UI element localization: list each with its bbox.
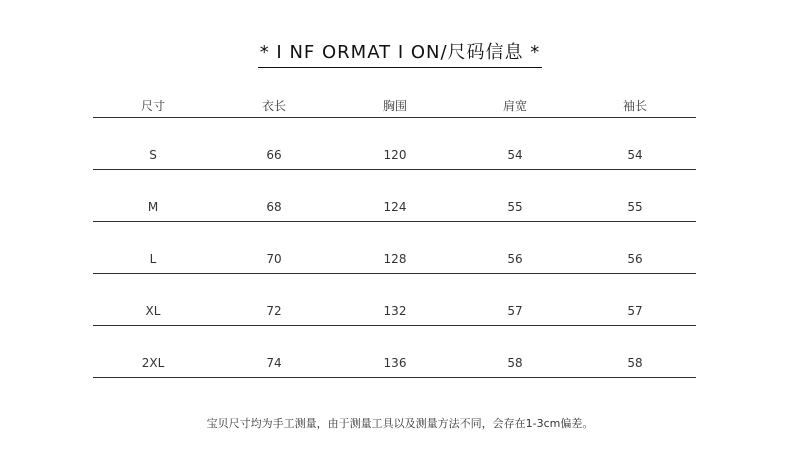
table-row bbox=[93, 118, 696, 170]
cell-chest: 132 bbox=[383, 304, 407, 318]
cell-sleeve: 55 bbox=[627, 200, 643, 214]
header-shoulder: 肩宽 bbox=[502, 99, 527, 113]
cell-length: 74 bbox=[266, 356, 282, 370]
header-chest: 胸围 bbox=[382, 99, 407, 113]
cell-chest: 124 bbox=[383, 200, 407, 214]
cell-size: XL bbox=[145, 304, 161, 318]
cell-chest: 136 bbox=[383, 356, 407, 370]
title-text: * I NF ORMAT I ON/尺码信息 * bbox=[258, 38, 543, 68]
cell-size: 2XL bbox=[141, 356, 165, 370]
header-sleeve: 袖长 bbox=[622, 99, 647, 113]
cell-shoulder: 55 bbox=[507, 200, 523, 214]
cell-chest: 128 bbox=[383, 252, 407, 266]
measurement-note: 宝贝尺寸均为手工测量，由于测量工具以及测量方法不同，会存在1-3cm偏差。 bbox=[206, 417, 594, 430]
cell-length: 66 bbox=[266, 148, 282, 162]
cell-length: 68 bbox=[266, 200, 282, 214]
cell-sleeve: 56 bbox=[627, 252, 643, 266]
cell-chest: 120 bbox=[383, 148, 407, 162]
table-header-row bbox=[93, 88, 696, 118]
cell-shoulder: 54 bbox=[507, 148, 523, 162]
size-table bbox=[93, 88, 696, 378]
cell-length: 72 bbox=[266, 304, 282, 318]
cell-size: M bbox=[147, 200, 159, 214]
cell-size: L bbox=[149, 252, 157, 266]
table-row bbox=[93, 170, 696, 222]
cell-sleeve: 57 bbox=[627, 304, 643, 318]
cell-shoulder: 56 bbox=[507, 252, 523, 266]
table-row bbox=[93, 222, 696, 274]
cell-sleeve: 54 bbox=[627, 148, 643, 162]
cell-length: 70 bbox=[266, 252, 282, 266]
table-row bbox=[93, 326, 696, 378]
table-row bbox=[93, 274, 696, 326]
header-length: 衣长 bbox=[261, 99, 286, 113]
cell-sleeve: 58 bbox=[627, 356, 643, 370]
cell-size: S bbox=[149, 148, 157, 162]
cell-shoulder: 58 bbox=[507, 356, 523, 370]
header-size: 尺寸 bbox=[140, 99, 165, 113]
cell-shoulder: 57 bbox=[507, 304, 523, 318]
page-title bbox=[0, 38, 800, 68]
